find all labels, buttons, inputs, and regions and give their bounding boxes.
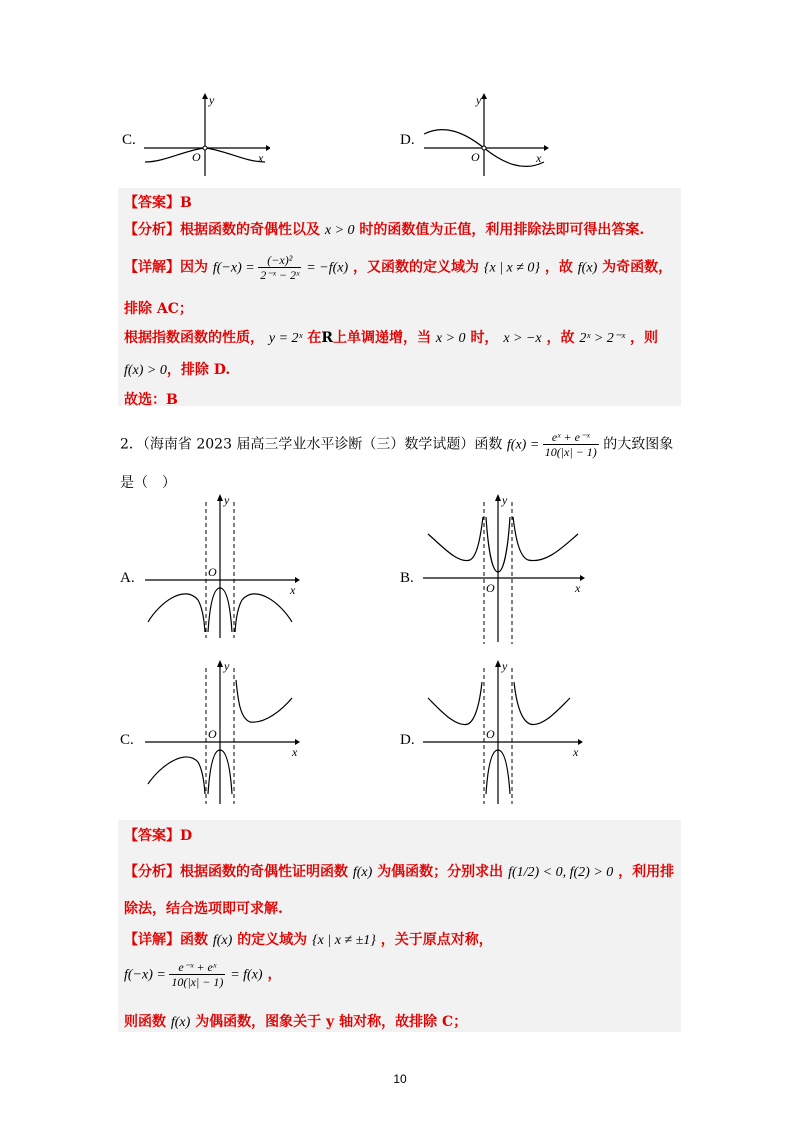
x-label: x xyxy=(290,583,296,597)
q2-analysis-line2: 除法，结合选项即可求解. xyxy=(124,901,283,917)
q1-line6: f(x) > 0，排除 D. xyxy=(124,362,231,378)
q1-analysis-line: 【分析】根据函数的奇偶性以及 x > 0 时的函数值为正值，利用排除法即可得出答案. xyxy=(124,222,645,238)
q2-option-d-label: D. xyxy=(400,732,415,748)
curve-right xyxy=(235,594,292,632)
curve-left xyxy=(148,757,205,794)
x-label: x xyxy=(573,745,579,759)
curve-right xyxy=(513,517,578,561)
origin-label: O xyxy=(192,150,201,164)
q2-last-line: 则函数 f(x) 为偶函数，图象关于 y 轴对称，故排除 C； xyxy=(124,1014,468,1030)
q1-detail-line: 【详解】因为 f(−x) = $\frac{\text{(−x)²}}{\text{2⁻ˣ − 2ˣ}}$ = −f(x) ，又函数的定义域为 {x | x ≠ 0} ，故 f(x) 为奇函数， xyxy=(124,253,673,282)
q2-option-b-label: B. xyxy=(400,570,414,586)
y-label: y xyxy=(502,493,508,507)
x-label: x xyxy=(575,581,581,595)
x-label: x xyxy=(292,745,298,759)
q2-answer-line: 【答案】D xyxy=(124,828,193,844)
q2-function-fraction: $\frac{\text{eˣ + e⁻ˣ}}{10(|x| - 1)}$ xyxy=(544,430,597,459)
x-label: x xyxy=(536,151,542,165)
q1-answer-line: 【答案】B xyxy=(124,195,192,211)
q2-detail-line: 【详解】函数 f(x) 的定义域为 {x | x ≠ ±1} ，关于原点对称， xyxy=(124,932,493,948)
page-number: 10 xyxy=(393,1072,407,1086)
q1-option-c-graph xyxy=(140,92,270,184)
q1-line4: 排除 AC； xyxy=(124,301,193,317)
q1-detail-fraction: $\frac{\text{(−x)²}}{\text{2⁻ˣ − 2ˣ}}$ xyxy=(260,253,300,282)
q2-option-a-graph xyxy=(140,492,300,642)
curve-left xyxy=(428,517,483,561)
q1-line5: 根据指数函数的性质， y = 2ˣ 在R上单调递增，当 x > 0 时， x > −x ，故 2ˣ > 2⁻ˣ ，则 xyxy=(124,330,659,346)
origin-label: O xyxy=(208,565,217,579)
y-label: y xyxy=(476,93,482,107)
q2-equation-line: f(−x) = $\frac{\text{e⁻ˣ + eˣ}}{10(|x| - 1)}$ = f(x) ， xyxy=(124,960,282,989)
y-label: y xyxy=(224,493,230,507)
origin-label: O xyxy=(486,727,495,741)
question-2-line1: 2．（海南省 2023 届高三学业水平诊断（三）数学试题）函数 f(x) = $\frac{\text{eˣ + e⁻ˣ}}{10(|x| - 1)}$ 的大致图象 xyxy=(120,430,674,459)
y-label: y xyxy=(502,659,508,673)
q2-answer-box xyxy=(118,820,681,1032)
q2-option-c-graph xyxy=(140,658,305,808)
question-2-line2: 是（ ） xyxy=(120,475,176,491)
q2-option-c-label: C. xyxy=(120,732,134,748)
y-label: y xyxy=(224,659,230,673)
curve-left xyxy=(428,682,482,725)
q2-option-a-label: A. xyxy=(120,570,135,586)
origin-label: O xyxy=(486,581,495,595)
y-label: y xyxy=(209,93,215,107)
q1-option-d-graph xyxy=(420,92,550,184)
q2-analysis-line: 【分析】根据函数的奇偶性证明函数 f(x) 为偶函数；分别求出 f(1/2) < 0, f(2) > 0 ，利用排 xyxy=(124,864,675,880)
curve-left xyxy=(148,594,205,632)
q1-option-d-label: D. xyxy=(400,132,415,148)
origin-label: O xyxy=(208,727,217,741)
q2-option-b-graph xyxy=(418,492,588,647)
q2-option-d-graph xyxy=(418,658,588,808)
q1-option-c-label: C. xyxy=(122,132,136,148)
q1-line7: 故选：B xyxy=(124,392,178,408)
origin-label: O xyxy=(471,150,480,164)
curve-right xyxy=(514,682,570,725)
x-label: x xyxy=(258,151,264,165)
q2-equation-fraction: $\frac{\text{e⁻ˣ + eˣ}}{10(|x| - 1)}$ xyxy=(171,960,224,989)
curve-right xyxy=(236,680,292,722)
